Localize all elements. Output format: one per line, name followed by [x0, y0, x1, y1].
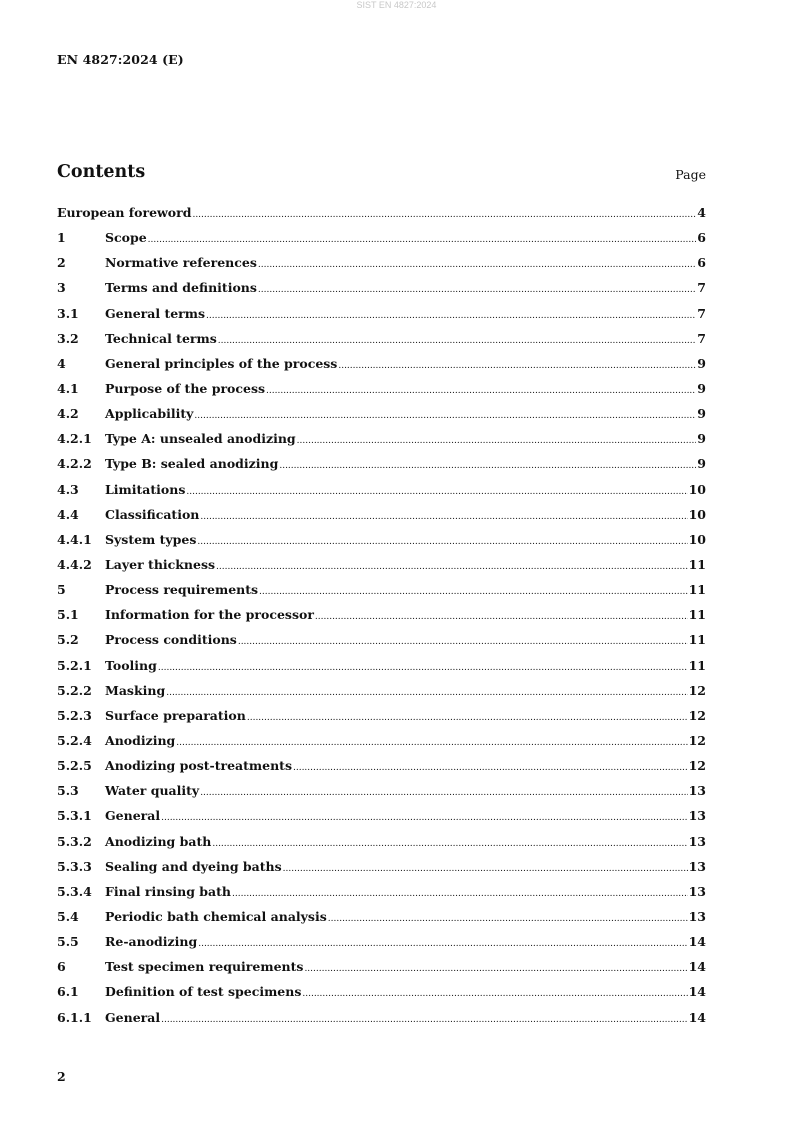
toc-entry-title[interactable]: Sealing and dyeing baths — [105, 858, 282, 874]
toc-entry-title[interactable]: General terms — [105, 305, 206, 321]
toc-leader-dots — [293, 756, 688, 781]
toc-entry[interactable] — [57, 728, 706, 753]
toc-leader-dots — [197, 530, 687, 555]
toc-entry-title[interactable]: Water quality — [105, 783, 200, 799]
toc-entry-number: 5.3.3 — [57, 858, 92, 874]
toc-entry-page: 12 — [688, 707, 706, 723]
toc-leader-dots — [238, 630, 688, 655]
toc-entry-page: 7 — [697, 280, 706, 296]
toc-entry[interactable] — [57, 778, 706, 803]
toc-entry-title[interactable]: Technical terms — [105, 330, 217, 346]
toc-entry-number: 4.4.1 — [57, 531, 92, 547]
toc-entry-number: 3 — [57, 280, 66, 296]
toc-entry[interactable] — [57, 602, 706, 627]
toc-entry-number: 4.3 — [57, 481, 79, 497]
toc-entry-page: 11 — [688, 607, 706, 623]
toc-entry[interactable] — [57, 904, 706, 929]
toc-entry-title[interactable]: Anodizing post-treatments — [105, 758, 292, 774]
toc-entry[interactable] — [57, 527, 706, 552]
toc-entry[interactable] — [57, 854, 706, 879]
toc-entry-page: 13 — [688, 858, 706, 874]
toc-entry-page: 13 — [688, 783, 706, 799]
toc-entry-page: 9 — [697, 431, 706, 447]
toc-leader-dots — [161, 1008, 687, 1033]
toc-entry-title[interactable]: Classification — [105, 506, 200, 522]
toc-entry-number: 5.3.1 — [57, 808, 92, 824]
toc-entry-page: 13 — [688, 833, 706, 849]
toc-leader-dots — [158, 656, 688, 681]
toc-entry[interactable] — [57, 401, 706, 426]
toc-entry-page: 14 — [688, 1009, 706, 1025]
contents-heading: Contents — [57, 162, 146, 182]
toc-entry-title[interactable]: European foreword — [57, 205, 192, 220]
toc-entry-number: 4.4 — [57, 506, 79, 522]
toc-leader-dots — [186, 480, 687, 505]
toc-entry-page: 7 — [697, 330, 706, 346]
toc-entry-number: 4 — [57, 355, 66, 371]
toc-entry-page: 11 — [688, 657, 706, 673]
toc-entry-title[interactable]: Definition of test specimens — [105, 984, 302, 1000]
toc-entry-title[interactable]: General principles of the process — [105, 355, 338, 371]
toc-leader-dots — [212, 832, 687, 857]
toc-entry[interactable] — [57, 200, 706, 225]
toc-entry-page: 12 — [688, 732, 706, 748]
toc-entry-title[interactable]: Type B: sealed anodizing — [105, 456, 279, 472]
toc-entry-title[interactable]: Periodic bath chemical analysis — [105, 908, 327, 924]
toc-entry-number: 4.1 — [57, 380, 79, 396]
toc-leader-dots — [338, 354, 696, 379]
toc-entry-page: 9 — [697, 380, 706, 396]
toc-entry[interactable] — [57, 351, 706, 376]
toc-entry[interactable] — [57, 678, 706, 703]
toc-entry[interactable] — [57, 979, 706, 1004]
toc-entry-number: 5.2.5 — [57, 758, 92, 774]
toc-entry[interactable] — [57, 929, 706, 954]
toc-entry-page: 11 — [688, 582, 706, 598]
toc-entry-title[interactable]: System types — [105, 531, 197, 547]
toc-entry-number: 5.5 — [57, 934, 79, 950]
toc-entry-number: 5.2.3 — [57, 707, 92, 723]
toc-leader-dots — [259, 580, 688, 605]
toc-entry-title[interactable]: Scope — [105, 230, 147, 246]
toc-entry-page: 11 — [688, 632, 706, 648]
toc-entry-number: 5.3.4 — [57, 883, 92, 899]
toc-entry[interactable] — [57, 301, 706, 326]
toc-entry[interactable] — [57, 376, 706, 401]
toc-leader-dots — [216, 555, 688, 580]
toc-leader-dots — [302, 982, 687, 1007]
table-of-contents — [57, 200, 706, 1030]
toc-entry-title[interactable]: Purpose of the process — [105, 380, 266, 396]
toc-entry-title[interactable]: Anodizing bath — [105, 833, 212, 849]
toc-entry[interactable] — [57, 627, 706, 652]
toc-entry-title[interactable]: Layer thickness — [105, 556, 216, 572]
toc-leader-dots — [315, 605, 688, 630]
toc-entry-page: 12 — [688, 682, 706, 698]
toc-entry-number: 4.2 — [57, 406, 79, 422]
toc-entry-number: 6.1.1 — [57, 1009, 92, 1025]
toc-entry-title[interactable]: Terms and definitions — [105, 280, 257, 296]
toc-entry-number: 4.2.2 — [57, 456, 92, 472]
toc-entry-page: 12 — [688, 758, 706, 774]
toc-entry-title[interactable]: Normative references — [105, 255, 257, 271]
toc-entry[interactable] — [57, 653, 706, 678]
toc-entry-title[interactable]: Process requirements — [105, 582, 259, 598]
toc-leader-dots — [283, 857, 688, 882]
toc-entry-page: 4 — [697, 205, 706, 220]
toc-leader-dots — [258, 253, 696, 278]
toc-entry[interactable] — [57, 577, 706, 602]
toc-entry[interactable] — [57, 250, 706, 275]
toc-entry[interactable] — [57, 426, 706, 451]
toc-entry-title[interactable]: Re-anodizing — [105, 934, 198, 950]
toc-entry-number: 2 — [57, 255, 66, 271]
toc-entry-page: 14 — [688, 959, 706, 975]
toc-entry[interactable] — [57, 1005, 706, 1030]
toc-entry[interactable] — [57, 451, 706, 476]
toc-entry-page: 9 — [697, 406, 706, 422]
page-column-label: Page — [675, 167, 706, 182]
toc-leader-dots — [266, 379, 696, 404]
toc-entry-number: 5.3.2 — [57, 833, 92, 849]
toc-entry-number: 5.1 — [57, 607, 79, 623]
toc-entry-page: 10 — [688, 506, 706, 522]
toc-entry-title[interactable]: Applicability — [105, 406, 194, 422]
toc-leader-dots — [297, 429, 697, 454]
toc-entry-page: 9 — [697, 355, 706, 371]
toc-entry-number: 5.2.1 — [57, 657, 92, 673]
toc-leader-dots — [200, 781, 687, 806]
toc-entry-number: 1 — [57, 230, 66, 246]
toc-entry-page: 9 — [697, 456, 706, 472]
toc-leader-dots — [200, 505, 687, 530]
toc-entry-title[interactable]: Type A: unsealed anodizing — [105, 431, 296, 447]
toc-entry[interactable] — [57, 225, 706, 250]
page-number: 2 — [57, 1069, 66, 1084]
toc-leader-dots — [247, 706, 688, 731]
toc-leader-dots — [206, 304, 696, 329]
toc-entry-title[interactable]: Tooling — [105, 657, 157, 673]
toc-entry-number: 3.1 — [57, 305, 79, 321]
toc-entry-page: 11 — [688, 556, 706, 572]
toc-entry[interactable] — [57, 879, 706, 904]
toc-entry-title[interactable]: Surface preparation — [105, 707, 246, 723]
toc-entry[interactable] — [57, 803, 706, 828]
toc-entry[interactable] — [57, 954, 706, 979]
toc-entry-page: 6 — [697, 230, 706, 246]
toc-entry-number: 5.4 — [57, 908, 79, 924]
toc-entry-page: 6 — [697, 255, 706, 271]
toc-entry-page: 10 — [688, 531, 706, 547]
toc-entry-number: 5.2.2 — [57, 682, 92, 698]
toc-entry-title[interactable]: General — [105, 808, 161, 824]
toc-entry-page: 14 — [688, 984, 706, 1000]
toc-leader-dots — [192, 203, 696, 228]
toc-entry-page: 13 — [688, 883, 706, 899]
toc-leader-dots — [279, 454, 696, 479]
toc-entry-title[interactable]: General — [105, 1009, 161, 1025]
toc-entry-page: 13 — [688, 808, 706, 824]
watermark: SIST EN 4827:2024 — [356, 0, 437, 10]
toc-entry-page: 7 — [697, 305, 706, 321]
toc-entry[interactable] — [57, 753, 706, 778]
document-id: EN 4827:2024 (E) — [57, 52, 184, 67]
toc-entry-title[interactable]: Anodizing — [105, 732, 176, 748]
toc-entry-number: 6.1 — [57, 984, 79, 1000]
toc-leader-dots — [328, 907, 688, 932]
toc-entry[interactable] — [57, 703, 706, 728]
toc-entry-number: 4.4.2 — [57, 556, 92, 572]
toc-entry-page: 13 — [688, 908, 706, 924]
toc-leader-dots — [304, 957, 687, 982]
toc-entry[interactable] — [57, 326, 706, 351]
toc-entry-page: 14 — [688, 934, 706, 950]
toc-entry-title[interactable]: Limitations — [105, 481, 186, 497]
toc-entry[interactable] — [57, 829, 706, 854]
toc-entry-number: 6 — [57, 959, 66, 975]
toc-entry-title[interactable]: Information for the processor — [105, 607, 314, 623]
toc-entry-title[interactable]: Test specimen requirements — [105, 959, 304, 975]
toc-entry-title[interactable]: Process conditions — [105, 632, 237, 648]
toc-entry-number: 5.2 — [57, 632, 79, 648]
toc-entry-title[interactable]: Final rinsing bath — [105, 883, 232, 899]
toc-entry-title[interactable]: Masking — [105, 682, 166, 698]
toc-entry[interactable] — [57, 552, 706, 577]
toc-entry-number: 5.2.4 — [57, 732, 92, 748]
toc-leader-dots — [161, 806, 687, 831]
toc-entry[interactable] — [57, 502, 706, 527]
toc-entry-number: 5 — [57, 582, 66, 598]
toc-entry-page: 10 — [688, 481, 706, 497]
toc-entry-number: 5.3 — [57, 783, 79, 799]
toc-entry[interactable] — [57, 275, 706, 300]
toc-leader-dots — [258, 278, 696, 303]
toc-entry-number: 3.2 — [57, 330, 79, 346]
toc-entry[interactable] — [57, 477, 706, 502]
toc-entry-number: 4.2.1 — [57, 431, 92, 447]
